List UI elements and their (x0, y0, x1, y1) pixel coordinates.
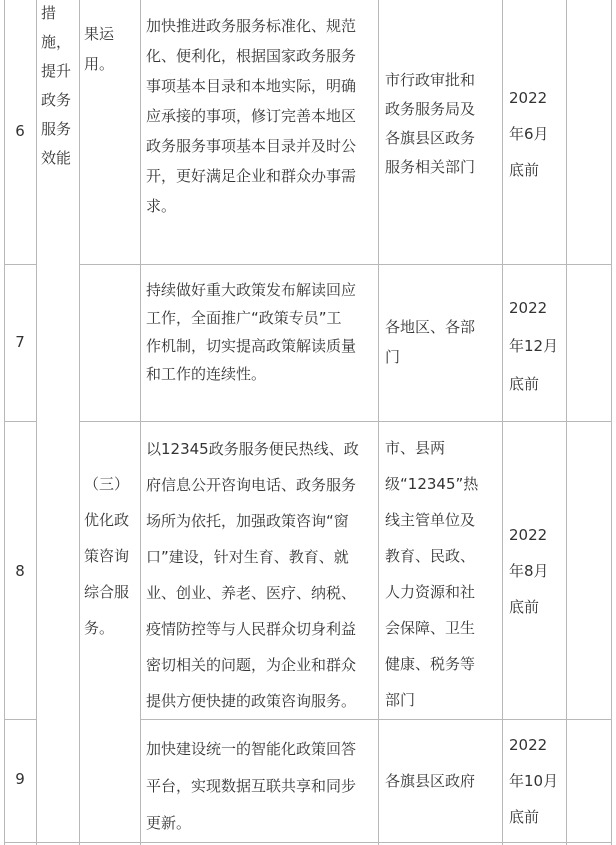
table-bottom-border (4, 842, 612, 843)
column-divider (79, 0, 80, 845)
deadline: 2022 年12月 底前 (509, 299, 559, 393)
row-divider (140, 719, 612, 720)
row-number: 8 (15, 562, 25, 580)
item-6-subtask-fragment: 果运 用。 (84, 25, 115, 73)
deadline: 2022 年6月 底前 (509, 89, 549, 179)
row-divider (4, 421, 36, 422)
column-divider (36, 0, 37, 845)
group-2-label-fragment: 措 施， 提升 政务 服务 效能 (41, 4, 72, 167)
row-number: 7 (15, 333, 25, 351)
row-number: 6 (15, 122, 25, 140)
task-content: 加快建设统一的智能化政策回答 平台，实现数据互联共享和同步 更新。 (146, 740, 357, 832)
responsible-unit: 各旗县区政府 (385, 772, 476, 790)
row-number: 9 (15, 770, 25, 788)
row-divider (4, 719, 36, 720)
task-content: 持续做好重大政策发布解读回应 工作，全面推广“政策专员”工 作机制，切实提高政策解读质量 和工作的连续性。 (146, 281, 357, 383)
responsible-unit: 各地区、各部 门 (385, 318, 476, 366)
deadline: 2022 年8月 底前 (509, 526, 549, 616)
row-divider (79, 264, 612, 265)
responsible-unit: 市、县两 级“12345”热 线主管单位及 教育、民政、 人力资源和社 会保障、卫生 健康、税务等 部门 (385, 439, 479, 709)
row-divider (4, 264, 36, 265)
deadline: 2022 年10月 底前 (509, 736, 559, 826)
responsible-unit: 市行政审批和 政务服务局及 各旗县区政务 服务相关部门 (385, 71, 476, 176)
task-content: 以12345政务服务便民热线、政 府信息公开咨询电话、政务服务 场所为依托，加强政策咨询“窗 口”建设，针对生育、教育、就 业、创业、养老、医疗、纳税、 疫情防控等与人民群众切身利益 密切相关的问题，为企业和群众 提供方便快捷的政策咨询服务。 (146, 440, 359, 710)
row-divider (79, 421, 612, 422)
task-content: 加快推进政务服务标准化、规范 化、便利化，根据国家政务服务 事项基本目录和本地实际，明确 应承接的事项，修订完善本地区 政务服务事项基本目录并及时公 开，更好满足企业和群众办事需 求。 (146, 17, 357, 215)
group-3-label: （三） 优化政 策咨询 综合服 务。 (84, 475, 130, 637)
